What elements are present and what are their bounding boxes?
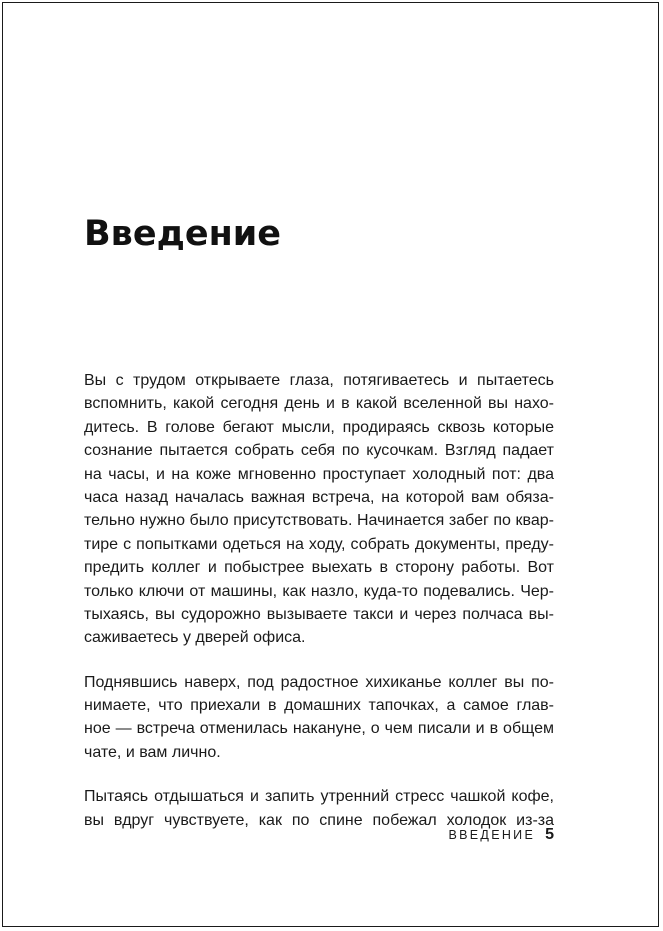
paragraph-3 xyxy=(84,785,554,832)
footer-section-title: ВВЕДЕНИЕ xyxy=(448,828,536,842)
text-line: вы вдруг чувствуете, как по спине побежал холодок из-за xyxy=(84,811,554,829)
text-line: Поднявшись наверх, под радостное хихиканье коллег вы по- xyxy=(84,673,554,691)
text-line: тире с попытками одеться на ходу, собрать документы, преду- xyxy=(84,535,554,553)
text-line: тельно нужно было присутствовать. Начинается забег по квар- xyxy=(84,512,554,530)
page-number: 5 xyxy=(545,826,554,843)
text-line: только ключи от машины, как назло, куда-то подевались. Чер- xyxy=(84,582,554,600)
text-line: ное — встреча отменилась накануне, о чем писали и в общем xyxy=(84,720,554,738)
text-line: вспомнить, какой сегодня день и в какой вселенной вы нахо- xyxy=(84,395,554,413)
body-text xyxy=(84,369,554,853)
text-line: сознание пытается собрать себя по кусочкам. Взгляд падает xyxy=(84,442,554,460)
text-line: часа назад началась важная встреча, на которой вам обяза- xyxy=(84,488,554,506)
book-page xyxy=(2,2,659,927)
text-line: предить коллег и побыстрее выехать в сторону работы. Вот xyxy=(84,559,554,577)
paragraph-1 xyxy=(84,369,554,650)
paragraph-2 xyxy=(84,671,554,765)
text-line: Вы с трудом открываете глаза, потягиваетесь и пытаетесь xyxy=(84,372,554,389)
running-footer xyxy=(303,826,554,844)
text-line: тыхаясь, вы судорожно вызываете такси и через полчаса вы- xyxy=(84,605,554,623)
text-line: чате, и вам лично. xyxy=(84,743,221,761)
text-line: саживаетесь у дверей офиса. xyxy=(84,629,306,647)
text-line: Пытаясь отдышаться и запить утренний стресс чашкой кофе, xyxy=(84,788,554,806)
chapter-title: Введение xyxy=(84,214,282,254)
text-line: нимаете, что приехали в домашних тапочках, а самое глав- xyxy=(84,697,554,715)
text-line: дитесь. В голове бегают мысли, продираясь сквозь которые xyxy=(84,418,554,436)
text-line: на часы, и на коже мгновенно проступает холодный пот: два xyxy=(84,465,554,483)
